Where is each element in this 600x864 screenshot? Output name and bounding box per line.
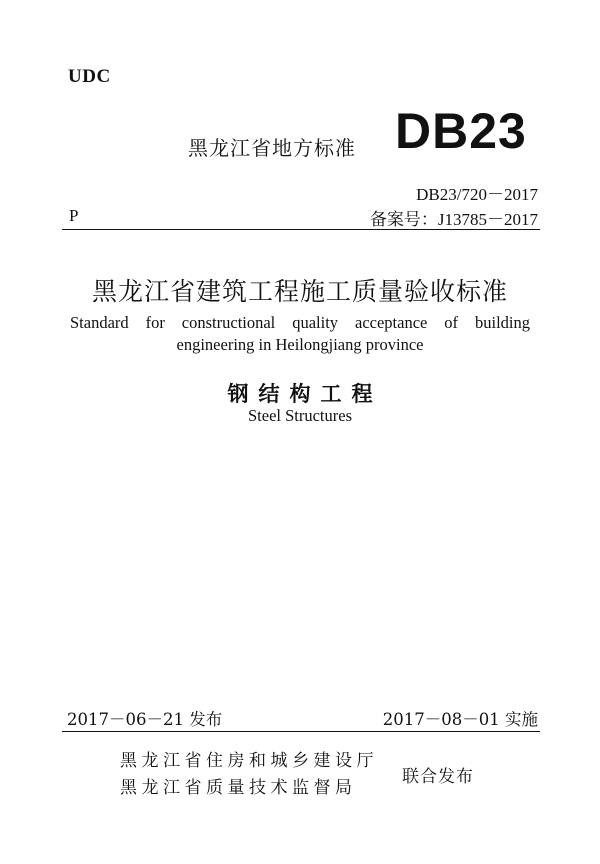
issuer-housing-dept: 黑龙江省住房和城乡建设厅 xyxy=(120,751,378,771)
standard-code-mark: DB23 xyxy=(395,103,527,159)
standard-type: 黑龙江省地方标准 xyxy=(188,136,356,160)
footer-divider xyxy=(62,731,540,732)
joint-issue-label: 联合发布 xyxy=(402,767,474,787)
part-title-english: Steel Structures xyxy=(247,406,353,425)
title-chinese: 黑龙江省建筑工程施工质量验收标准 xyxy=(91,277,508,306)
title-english-line1: Standard for constructional quality acceptance of building xyxy=(70,313,530,332)
issuer-quality-bureau: 黑龙江省质量技术监督局 xyxy=(120,778,357,798)
issuing-authorities xyxy=(120,748,378,802)
udc-label: UDC xyxy=(68,66,111,87)
publish-date: 2017－06－21 发布 xyxy=(67,710,223,729)
title-english xyxy=(70,312,530,356)
record-number: 备案号：J13785－2017 xyxy=(369,210,538,229)
part-title-chinese: 钢结构工程 xyxy=(227,382,383,406)
implement-date: 2017－08－01 实施 xyxy=(382,710,538,729)
header-divider xyxy=(62,229,540,230)
standard-number: DB23/720－2017 xyxy=(416,185,538,204)
title-english-line2: engineering in Heilongjiang province xyxy=(176,335,424,354)
category-code: P xyxy=(69,206,79,225)
